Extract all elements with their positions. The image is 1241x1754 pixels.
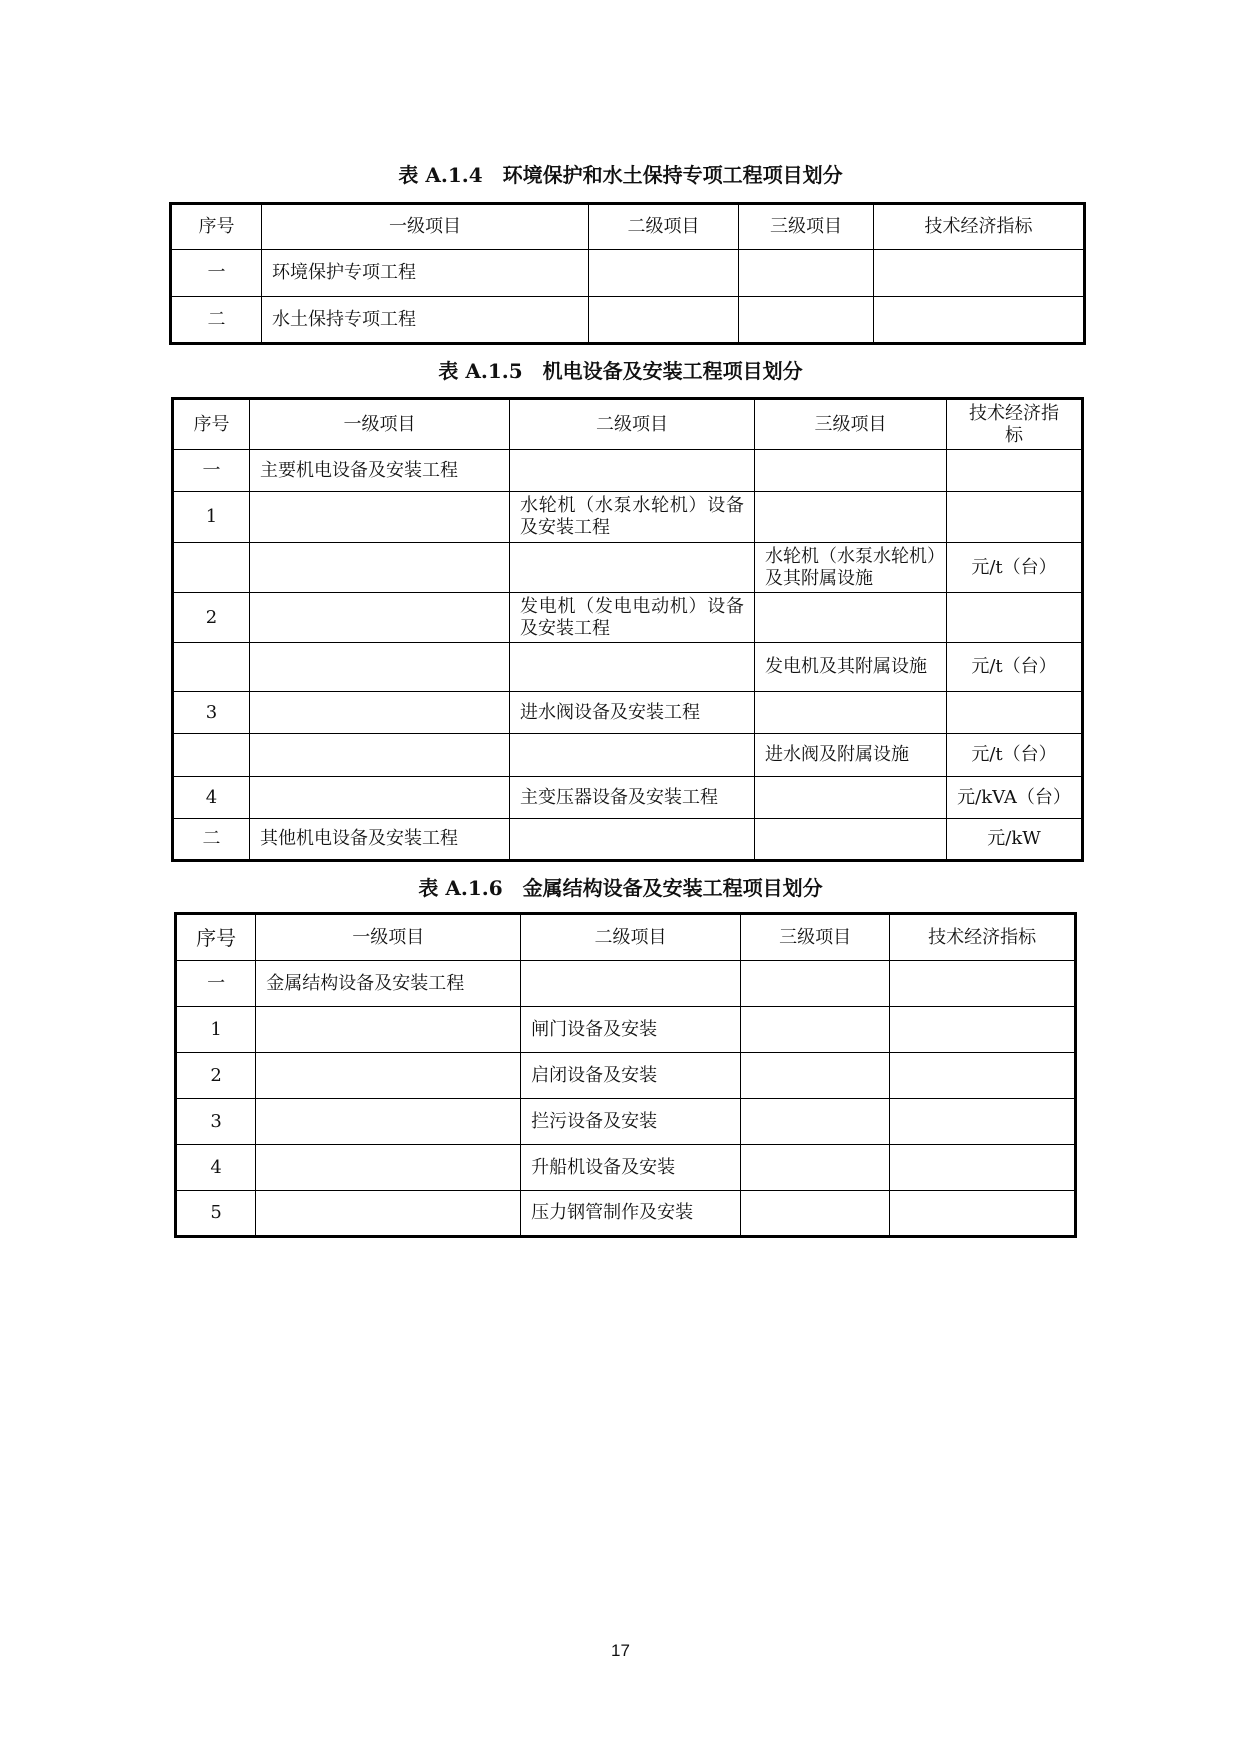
table-cell (890, 1191, 1076, 1237)
table-cell (256, 1007, 521, 1053)
header-cell: 一级项目 (250, 399, 510, 450)
table-cell: 水轮机（水泵水轮机）及其附属设施 (755, 543, 947, 593)
table-cell: 4 (173, 777, 250, 819)
header-cell: 三级项目 (740, 914, 889, 961)
table-cell (256, 1053, 521, 1099)
table-cell (740, 1145, 889, 1191)
header-cell: 技术经济指标 (947, 399, 1083, 450)
table-cell: 压力钢管制作及安装 (521, 1191, 741, 1237)
table-cell (740, 961, 889, 1007)
table-cell: 4 (176, 1145, 256, 1191)
table-cell: 主要机电设备及安装工程 (250, 450, 510, 492)
header-cell: 二级项目 (521, 914, 741, 961)
table-cell (947, 593, 1083, 643)
header-cell: 序号 (171, 204, 262, 250)
table-cell (510, 819, 755, 861)
table-cell (250, 692, 510, 734)
header-cell: 二级项目 (510, 399, 755, 450)
table-cell (521, 961, 741, 1007)
table-cell (755, 450, 947, 492)
table-cell (173, 543, 250, 593)
header-cell: 技术经济指标 (874, 204, 1085, 250)
table-cell (589, 297, 739, 344)
header-cell: 序号 (173, 399, 250, 450)
table-cell (739, 250, 874, 297)
table-cell (890, 1099, 1076, 1145)
table-cell: 2 (173, 593, 250, 643)
table-row (173, 819, 1083, 861)
table-cell (250, 543, 510, 593)
table-cell (740, 1191, 889, 1237)
table-cell: 升船机设备及安装 (521, 1145, 741, 1191)
table-cell (755, 593, 947, 643)
table-row (173, 492, 1083, 543)
table-cell (890, 1145, 1076, 1191)
table-cell (256, 1099, 521, 1145)
table-cell: 金属结构设备及安装工程 (256, 961, 521, 1007)
table-row (173, 734, 1083, 777)
table-row (176, 961, 1076, 1007)
table-cell: 发电机及其附属设施 (755, 643, 947, 692)
table-cell: 进水阀设备及安装工程 (510, 692, 755, 734)
table-cell: 元/kW (947, 819, 1083, 861)
table-row (176, 1053, 1076, 1099)
table-a16-header-row (176, 914, 1076, 961)
table-cell: 水轮机（水泵水轮机）设备及安装工程 (510, 492, 755, 543)
table-cell (739, 297, 874, 344)
table-cell (755, 492, 947, 543)
header-cell: 三级项目 (739, 204, 874, 250)
table-row (176, 1145, 1076, 1191)
table-cell (510, 643, 755, 692)
table-cell (740, 1007, 889, 1053)
table-cell (890, 1007, 1076, 1053)
table-cell (510, 450, 755, 492)
table-a14-caption: 表 A.1.4 环境保护和水土保持专项工程项目划分 (398, 163, 843, 187)
table-cell: 元/t（台） (947, 734, 1083, 777)
table-cell: 进水阀及附属设施 (755, 734, 947, 777)
table-cell: 3 (173, 692, 250, 734)
table-cell (510, 543, 755, 593)
header-cell: 一级项目 (256, 914, 521, 961)
table-row (171, 250, 1085, 297)
table-cell: 3 (176, 1099, 256, 1145)
table-cell: 元/kVA（台） (947, 777, 1083, 819)
table-cell: 环境保护专项工程 (262, 250, 589, 297)
table-cell: 一 (171, 250, 262, 297)
table-cell (589, 250, 739, 297)
table-cell: 元/t（台） (947, 643, 1083, 692)
header-cell: 二级项目 (589, 204, 739, 250)
table-cell: 一 (173, 450, 250, 492)
table-cell (755, 819, 947, 861)
table-cell (250, 492, 510, 543)
table-row (171, 297, 1085, 344)
table-row (176, 1099, 1076, 1145)
table-cell: 水土保持专项工程 (262, 297, 589, 344)
table-a16-caption: 表 A.1.6 金属结构设备及安装工程项目划分 (418, 876, 823, 900)
table-cell (874, 250, 1085, 297)
table-cell (947, 492, 1083, 543)
table-a14 (169, 202, 1086, 345)
table-cell: 1 (176, 1007, 256, 1053)
table-cell (173, 643, 250, 692)
table-cell (740, 1099, 889, 1145)
table-cell: 1 (173, 492, 250, 543)
table-cell (874, 297, 1085, 344)
table-cell (510, 734, 755, 777)
table-cell: 主变压器设备及安装工程 (510, 777, 755, 819)
table-cell: 一 (176, 961, 256, 1007)
header-cell: 技术经济指标 (890, 914, 1076, 961)
table-cell: 二 (173, 819, 250, 861)
table-cell (250, 643, 510, 692)
page-number: 17 (611, 1641, 630, 1660)
table-cell: 2 (176, 1053, 256, 1099)
table-cell: 拦污设备及安装 (521, 1099, 741, 1145)
table-row (173, 643, 1083, 692)
table-row (176, 1007, 1076, 1053)
table-cell: 元/t（台） (947, 543, 1083, 593)
table-row (173, 692, 1083, 734)
table-cell: 启闭设备及安装 (521, 1053, 741, 1099)
table-a16 (174, 912, 1077, 1238)
table-cell: 5 (176, 1191, 256, 1237)
table-a15-header-row (173, 399, 1083, 450)
table-cell (250, 734, 510, 777)
table-cell (256, 1145, 521, 1191)
table-cell (890, 1053, 1076, 1099)
table-a14-header-row (171, 204, 1085, 250)
table-cell (173, 734, 250, 777)
table-row (173, 777, 1083, 819)
table-a15 (171, 397, 1084, 862)
table-cell (890, 961, 1076, 1007)
header-cell: 序号 (176, 914, 256, 961)
table-cell (947, 692, 1083, 734)
table-cell (250, 777, 510, 819)
table-row (176, 1191, 1076, 1237)
table-cell (250, 593, 510, 643)
table-cell (740, 1053, 889, 1099)
table-cell (947, 450, 1083, 492)
table-row (173, 450, 1083, 492)
table-cell (755, 692, 947, 734)
table-cell (256, 1191, 521, 1237)
table-cell: 二 (171, 297, 262, 344)
header-cell: 三级项目 (755, 399, 947, 450)
table-cell: 闸门设备及安装 (521, 1007, 741, 1053)
table-cell (755, 777, 947, 819)
table-cell: 其他机电设备及安装工程 (250, 819, 510, 861)
table-row (173, 543, 1083, 593)
table-row (173, 593, 1083, 643)
header-cell: 一级项目 (262, 204, 589, 250)
table-cell: 发电机（发电电动机）设备及安装工程 (510, 593, 755, 643)
table-a15-caption: 表 A.1.5 机电设备及安装工程项目划分 (438, 359, 803, 383)
